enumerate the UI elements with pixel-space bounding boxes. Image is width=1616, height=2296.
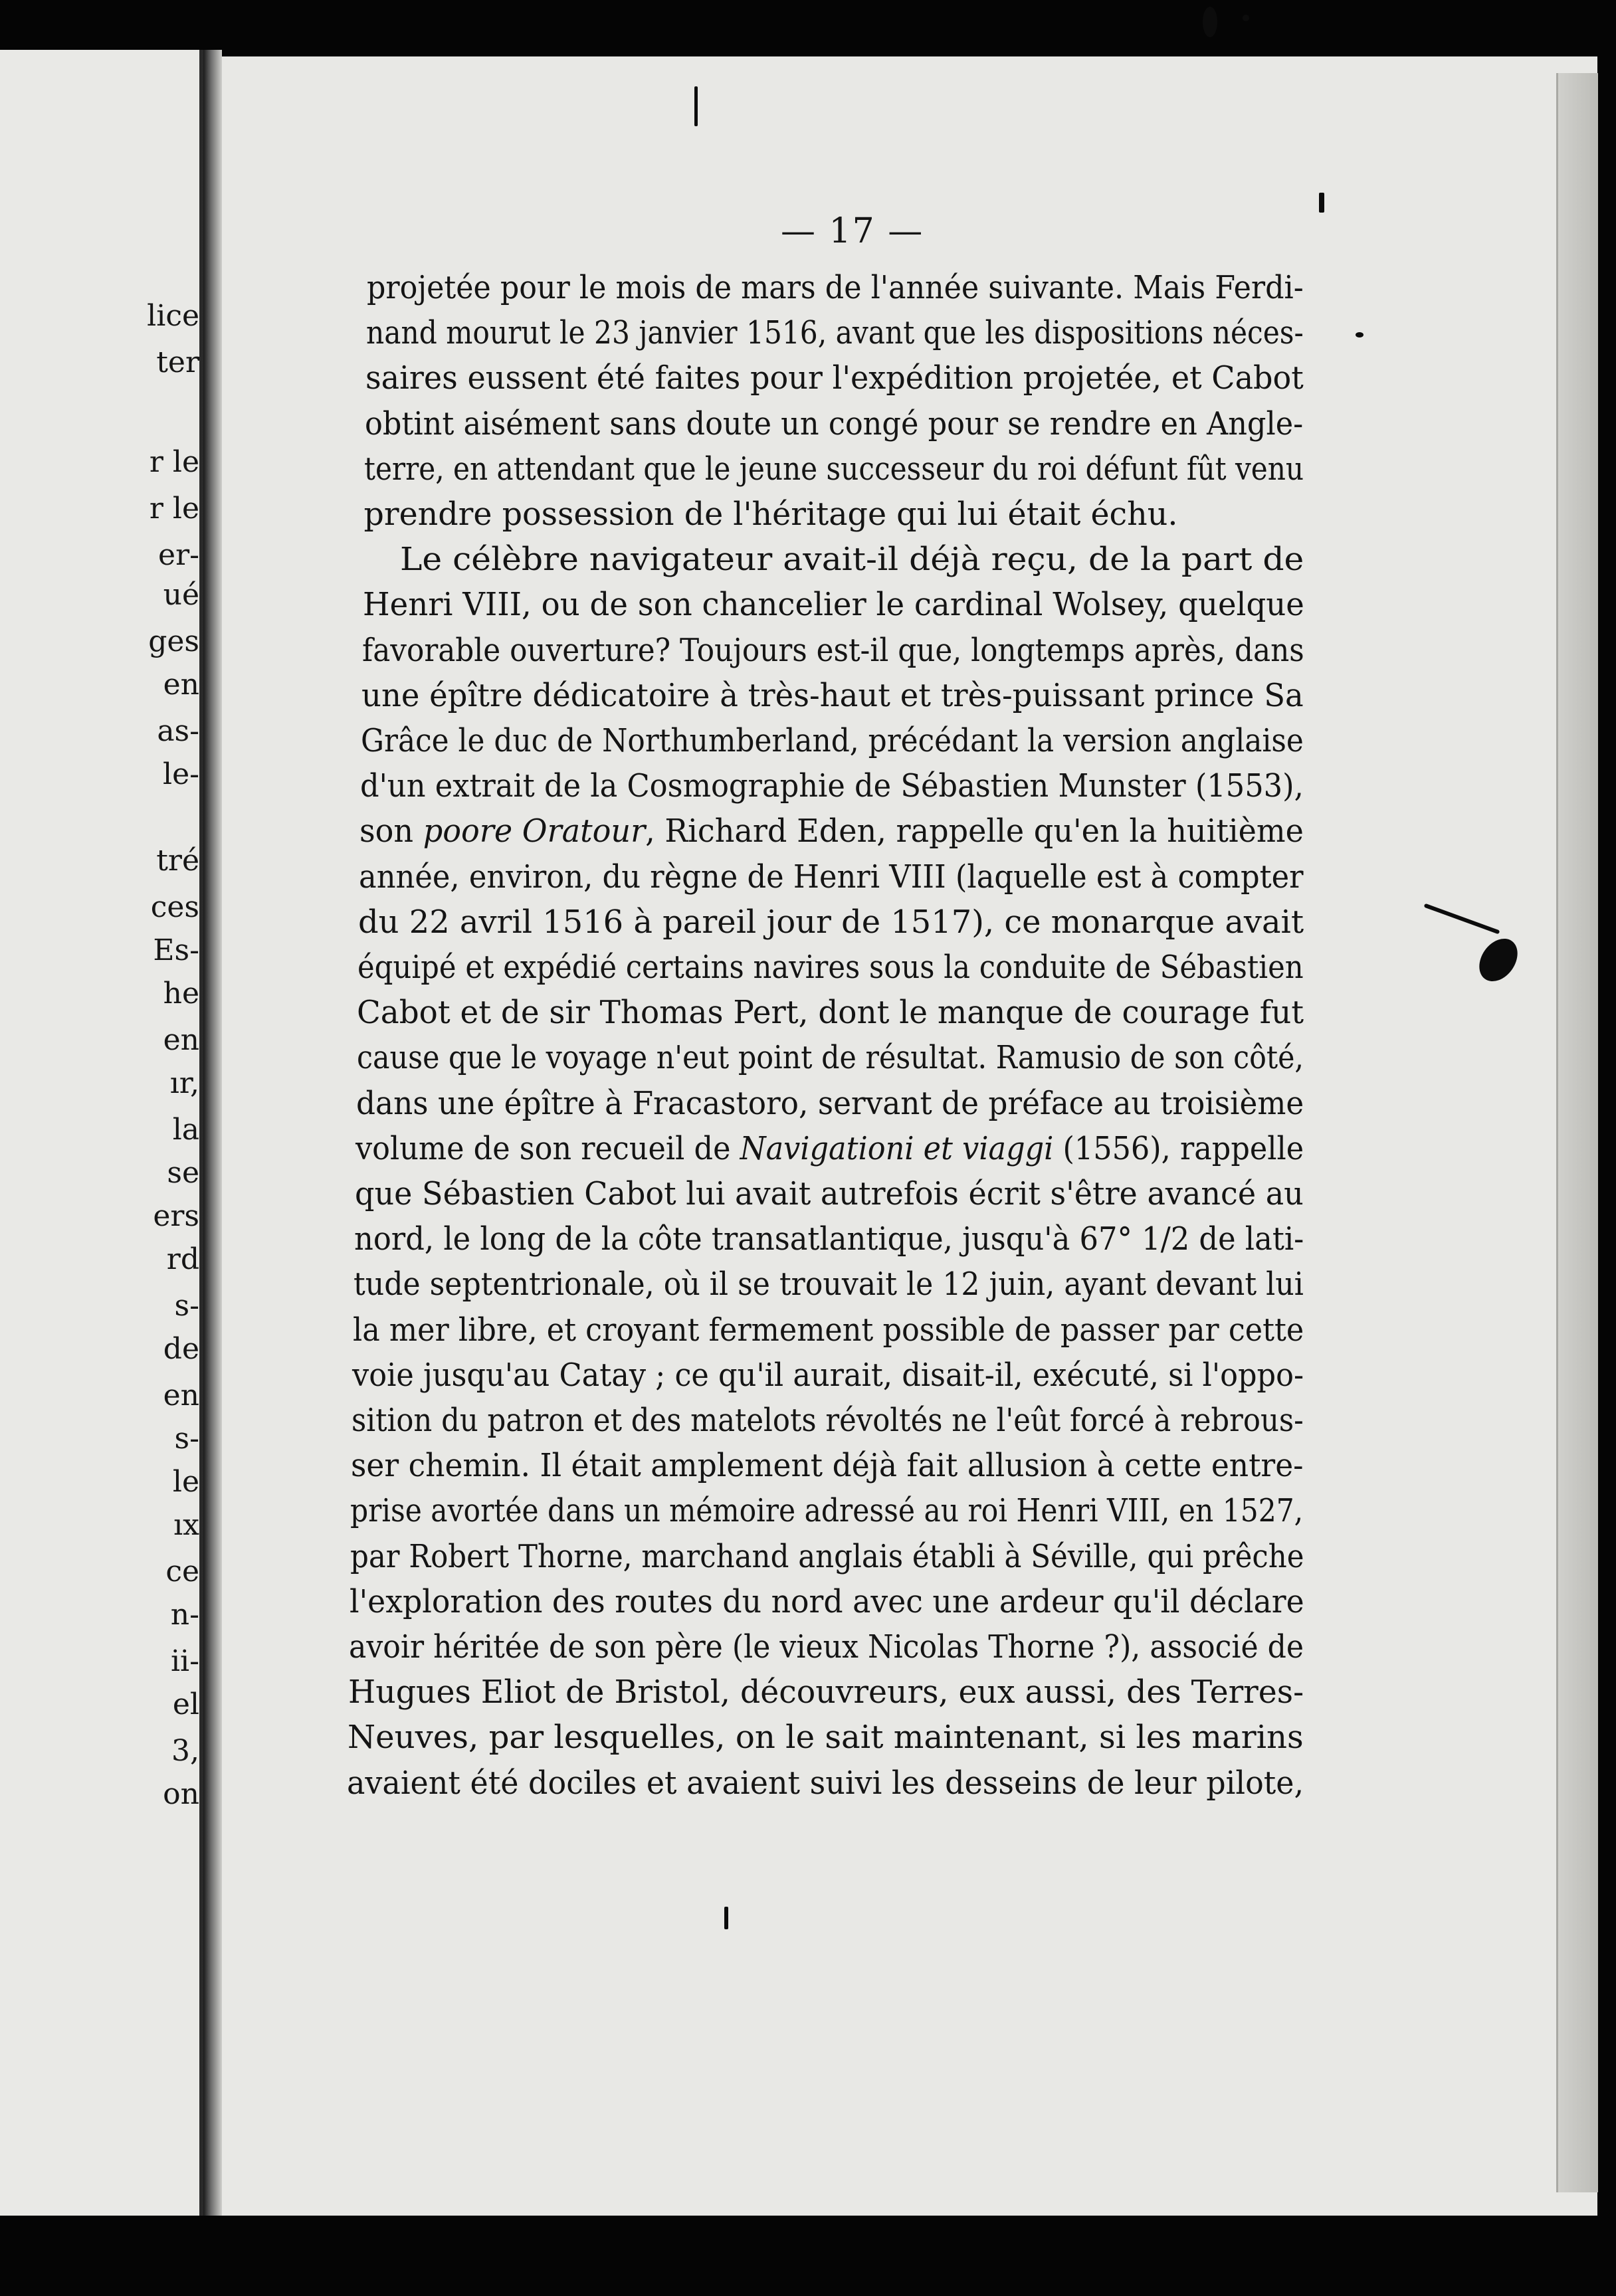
left-page-fragment: ır,: [169, 1066, 199, 1100]
left-page-fragment: as-: [157, 714, 199, 748]
left-page-fragment: Es-: [153, 933, 199, 967]
text-line: l'exploration des routes du nord avec une ardeur qu'il déclare: [349, 1583, 1304, 1620]
left-page-fragment: ce: [165, 1555, 199, 1588]
text-line: volume de son recueil de Navigationi et viaggi (1556), rappelle: [355, 1130, 1304, 1167]
left-page-fragment: se: [167, 1156, 199, 1190]
left-page-fragment: en: [163, 1379, 199, 1412]
left-page-fragment: ué: [163, 578, 199, 612]
text-line: projetée pour le mois de mars de l'année suivante. Mais Ferdi-: [367, 270, 1304, 306]
left-page-fragment: en: [163, 668, 199, 702]
left-page-fragment: er-: [158, 538, 199, 572]
page-number: — 17 —: [781, 211, 924, 251]
left-page-fragment: ges: [148, 624, 199, 658]
text-line: Le célèbre navigateur avait-il déjà reçu, de la part de: [399, 541, 1304, 579]
text-line: favorable ouverture? Toujours est-il que, longtemps après, dans: [361, 632, 1304, 669]
text-line: saires eussent été faites pour l'expédition projetée, et Cabot: [365, 360, 1304, 397]
text-line: dans une épître à Fracastoro, servant de préface au troisième: [355, 1085, 1304, 1122]
left-page-fragment: ers: [153, 1199, 199, 1233]
left-page-fragment: el: [172, 1687, 199, 1721]
left-page-fragment: s-: [174, 1289, 199, 1323]
left-page-fragment: ter: [156, 345, 199, 379]
text-line: voie jusqu'au Catay ; ce qu'il aurait, disait-il, exécuté, si l'oppo-: [352, 1357, 1304, 1394]
left-page-fragment: en: [163, 1023, 199, 1057]
left-page-fragment: s-: [174, 1422, 199, 1456]
text-line: ser chemin. Il était amplement déjà fait allusion à cette entre-: [351, 1448, 1304, 1485]
left-page-fragment: le: [172, 1465, 199, 1499]
text-line: terre, en attendant que le jeune successeur du roi défunt fût venu: [364, 450, 1304, 488]
left-page-fragment: lice: [147, 299, 199, 333]
left-page-fragment: rd: [166, 1242, 199, 1276]
text-line: sition du patron et des matelots révoltés ne l'eût forcé à rebrous-: [352, 1402, 1304, 1439]
left-page-fragment: le-: [163, 757, 199, 791]
left-page-fragment: de: [163, 1332, 199, 1366]
left-page-fragment: la: [172, 1113, 199, 1147]
left-page-fragment: he: [163, 977, 199, 1010]
left-page-fragment: 3,: [171, 1734, 199, 1768]
text-line: équipé et expédié certains navires sous la conduite de Sébastien: [357, 949, 1304, 986]
text-line: par Robert Thorne, marchand anglais établi à Séville, qui prêche: [350, 1538, 1304, 1575]
text-line: d'un extrait de la Cosmographie de Sébastien Munster (1553),: [360, 768, 1304, 805]
text-line: nand mourut le 23 janvier 1516, avant que les dispositions néces-: [366, 315, 1304, 352]
text-line: son poore Oratour, Richard Eden, rappelle qu'en la huitième: [359, 813, 1304, 850]
text-line: année, environ, du règne de Henri VIII (laquelle est à compter: [359, 858, 1304, 896]
dust-speck: [724, 1907, 728, 1929]
dust-speck: [1356, 332, 1364, 337]
text-line: obtint aisément sans doute un congé pour se rendre en Angle-: [365, 405, 1304, 442]
dust-speck: [1243, 15, 1249, 21]
dust-speck: [694, 86, 698, 126]
text-line: avoir héritée de son père (le vieux Nicolas Thorne ?), associé de: [348, 1629, 1304, 1666]
left-page-fragment: r le: [149, 445, 199, 479]
dust-speck: [1319, 193, 1324, 213]
left-page-fragment: n-: [170, 1598, 199, 1632]
text-line: prendre possession de l'héritage qui lui était échu.: [363, 496, 1178, 533]
text-line: prise avortée dans un mémoire adressé au roi Henri VIII, en 1527,: [350, 1493, 1304, 1530]
dust-speck: [1203, 7, 1217, 37]
left-page-fragment: ces: [150, 890, 199, 924]
left-page-fragment: r le: [149, 492, 199, 526]
left-page-fragment: tré: [156, 844, 199, 878]
text-line: Grâce le duc de Northumberland, précédant la version anglaise: [360, 723, 1304, 759]
text-line: une épître dédicatoire à très-haut et très-puissant prince Sa: [361, 677, 1304, 714]
text-line: Henri VIII, ou de son chancelier le cardinal Wolsey, quelque: [362, 587, 1304, 624]
text-line: Hugues Eliot de Bristol, découvreurs, eux aussi, des Terres-: [348, 1674, 1304, 1711]
left-page-fragment: ii-: [170, 1644, 199, 1678]
left-page-fragment: ıx: [173, 1508, 199, 1542]
left-page-fragment: on: [163, 1777, 199, 1811]
text-line: Cabot et de sir Thomas Pert, dont le manque de courage fut: [357, 995, 1304, 1032]
text-line: la mer libre, et croyant fermement possible de passer par cette: [353, 1311, 1304, 1349]
text-line: que Sébastien Cabot lui avait autrefois écrit s'être avancé au: [354, 1176, 1304, 1212]
text-line: cause que le voyage n'eut point de résultat. Ramusio de son côté,: [356, 1040, 1304, 1077]
text-line: nord, le long de la côte transatlantique, jusqu'à 67° 1/2 de lati-: [354, 1221, 1304, 1258]
text-line: avaient été dociles et avaient suivi les desseins de leur pilote,: [347, 1765, 1304, 1802]
text-line: tude septentrionale, où il se trouvait le 12 juin, ayant devant lui: [354, 1266, 1304, 1303]
text-line: Neuves, par lesquelles, on le sait maintenant, si les marins: [347, 1719, 1304, 1757]
text-line: du 22 avril 1516 à pareil jour de 1517), ce monarque avait: [358, 904, 1304, 941]
